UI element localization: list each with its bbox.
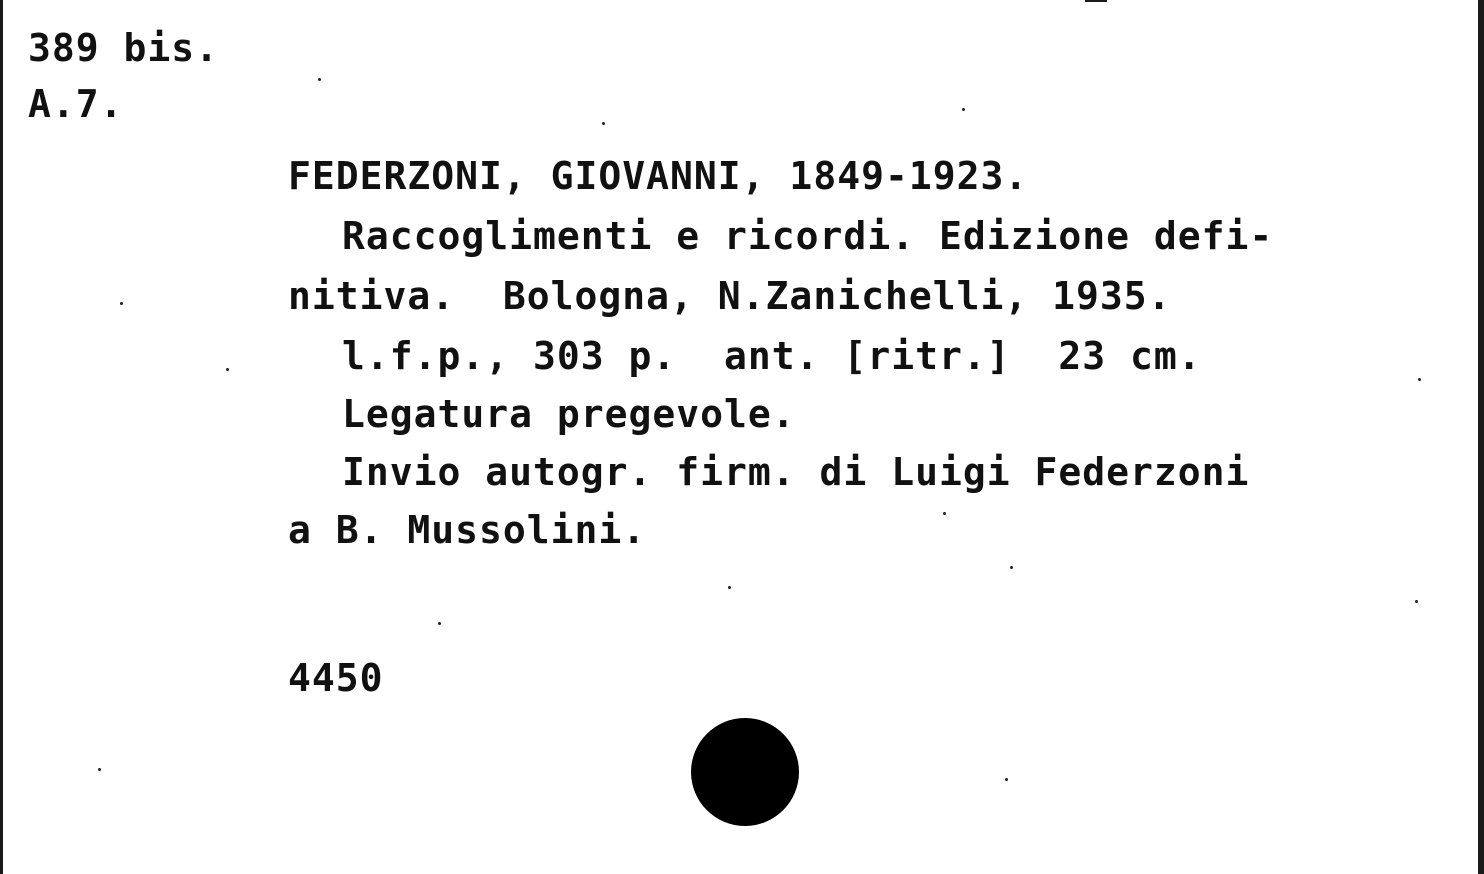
scan-speck [962, 108, 965, 111]
card-top-mark [1085, 0, 1107, 2]
title-line-2: nitiva. Bologna, N.Zanichelli, 1935. [288, 274, 1172, 318]
card-right-edge [1478, 0, 1484, 874]
scan-speck [602, 122, 605, 125]
scan-speck [226, 368, 229, 371]
scan-speck [943, 512, 946, 515]
note-dedication-line-1: Invio autogr. firm. di Luigi Federzoni [342, 450, 1250, 494]
scan-speck [318, 78, 321, 81]
scan-speck [1418, 378, 1421, 381]
card-punch-hole [691, 718, 799, 826]
scan-speck [1415, 600, 1418, 603]
note-binding: Legatura pregevole. [342, 392, 796, 436]
scan-speck [438, 622, 441, 625]
scan-speck [1010, 566, 1013, 569]
card-left-edge [0, 0, 3, 874]
scan-speck [98, 768, 101, 771]
scan-speck [1005, 778, 1008, 781]
accession-number: 4450 [288, 656, 384, 700]
author-heading: FEDERZONI, GIOVANNI, 1849-1923. [288, 154, 1029, 198]
note-dedication-line-2: a B. Mussolini. [288, 508, 647, 552]
title-line-1: Raccoglimenti e ricordi. Edizione defi- [342, 214, 1274, 258]
scan-speck [120, 302, 123, 305]
collation-line: l.f.p., 303 p. ant. [ritr.] 23 cm. [342, 334, 1202, 378]
call-number-line-1: 389 bis. [28, 26, 220, 70]
scan-speck [728, 586, 731, 589]
call-number-line-2: A.7. [28, 82, 124, 126]
